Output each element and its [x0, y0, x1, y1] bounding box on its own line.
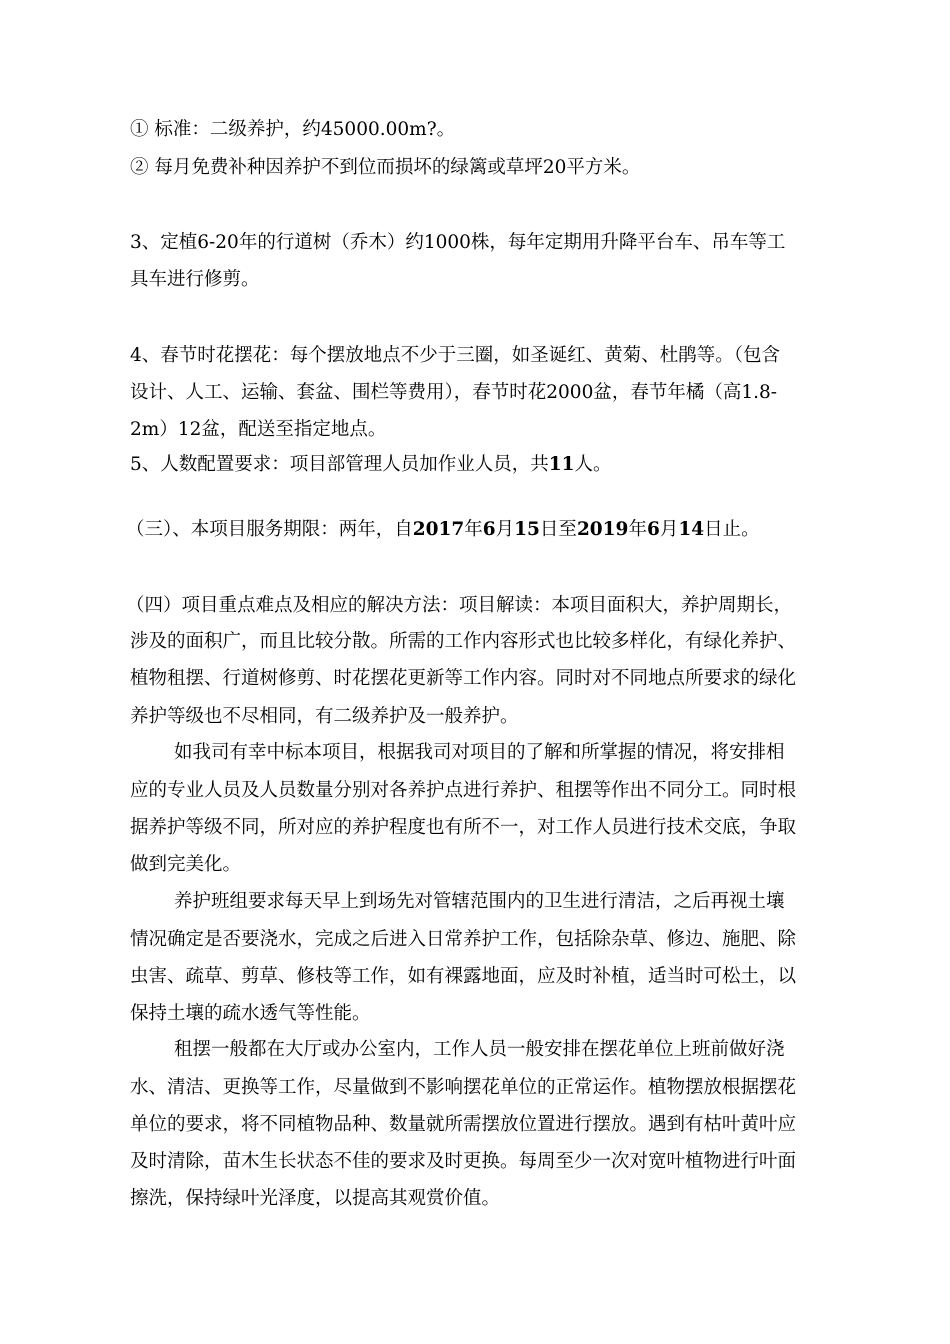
- text-line: 设计、人工、运输、套盆、围栏等费用），春节时花2000盆，春节年橘（高1.8-: [130, 382, 778, 403]
- text-line: 植物租摆、行道树修剪、时花摆花更新等工作内容。同时对不同地点所要求的绿化: [130, 668, 797, 689]
- period-end-day: 14: [678, 519, 705, 540]
- text-line: 做到完美化。: [130, 854, 242, 875]
- staff-requirement-line: [130, 453, 612, 477]
- period-start-year: 2017: [412, 519, 465, 540]
- staff-prefix: 5、人数配置要求：项目部管理人员加作业人员，共: [130, 454, 549, 475]
- period-text: 日止。: [704, 519, 760, 540]
- period-text: 月: [495, 519, 515, 540]
- text-line: 单位的要求，将不同植物品种、数量就所需摆放位置进行摆放。遇到有枯叶黄叶应: [130, 1114, 797, 1135]
- text-line: 4、春节时花摆花：每个摆放地点不少于三圈，如圣诞红、黄菊、杜鹃等。（包含: [130, 345, 781, 366]
- staff-count: 11: [548, 454, 575, 475]
- period-text: 年: [628, 519, 647, 540]
- text-line: 保持土壤的疏水透气等性能。: [130, 1003, 371, 1024]
- text-line: 具车进行修剪。: [130, 269, 260, 290]
- text-line: 如我司有幸中标本项目，根据我司对项目的了解和所掌握的情况，将安排相: [174, 742, 785, 763]
- text-line: （四）项目重点难点及相应的解决方法：项目解读：本项目面积大，养护周期长，: [126, 595, 793, 616]
- text-line: 2m）12盆，配送至指定地点。: [130, 419, 387, 440]
- text-line: ② 每月免费补种因养护不到位而损坏的绿篱或草坪20平方米。: [130, 157, 641, 178]
- period-end-year: 2019: [576, 519, 629, 540]
- period-end-month: 6: [646, 519, 660, 540]
- text-line: 擦洗，保持绿叶光泽度，以提高其观赏价值。: [130, 1188, 501, 1209]
- period-start-day: 15: [514, 519, 540, 540]
- text-line: 养护班组要求每天早上到场先对管辖范围内的卫生进行清洁，之后再视土壤: [174, 891, 785, 912]
- text-line: 据养护等级不同，所对应的养护程度也有所不一，对工作人员进行技术交底，争取: [130, 817, 797, 838]
- text-line: 及时清除，苗木生长状态不佳的要求及时更换。每周至少一次对宽叶植物进行叶面: [130, 1151, 797, 1172]
- period-text: 日至: [539, 519, 577, 540]
- text-line: 情况确定是否要浇水，完成之后进入日常养护工作，包括除杂草、修边、施肥、除: [130, 929, 797, 950]
- period-text: 年: [464, 519, 483, 540]
- period-text: 月: [659, 519, 679, 540]
- staff-suffix: 人。: [574, 454, 612, 475]
- service-period-line: [126, 518, 760, 542]
- text-line: ① 标准：二级养护，约45000.00m?。: [130, 119, 456, 140]
- text-line: 涉及的面积广，而且比较分散。所需的工作内容形式也比较多样化，有绿化养护、: [130, 631, 797, 652]
- period-start-month: 6: [482, 519, 496, 540]
- period-text: （三）、本项目服务期限：两年，自: [126, 519, 413, 540]
- text-line: 虫害、疏草、剪草、修枝等工作，如有裸露地面，应及时补植，适当时可松土，以: [130, 966, 797, 987]
- text-line: 租摆一般都在大厅或办公室内，工作人员一般安排在摆花单位上班前做好浇: [174, 1039, 785, 1060]
- text-line: 应的专业人员及人员数量分别对各养护点进行养护、租摆等作出不同分工。同时根: [130, 780, 797, 801]
- text-line: 养护等级也不尽相同，有二级养护及一般养护。: [130, 706, 519, 727]
- text-line: 水、清洁、更换等工作，尽量做到不影响摆花单位的正常运作。植物摆放根据摆花: [130, 1077, 797, 1098]
- text-line: 3、定植6-20年的行道树（乔木）约1000株，每年定期用升降平台车、吊车等工: [130, 232, 786, 253]
